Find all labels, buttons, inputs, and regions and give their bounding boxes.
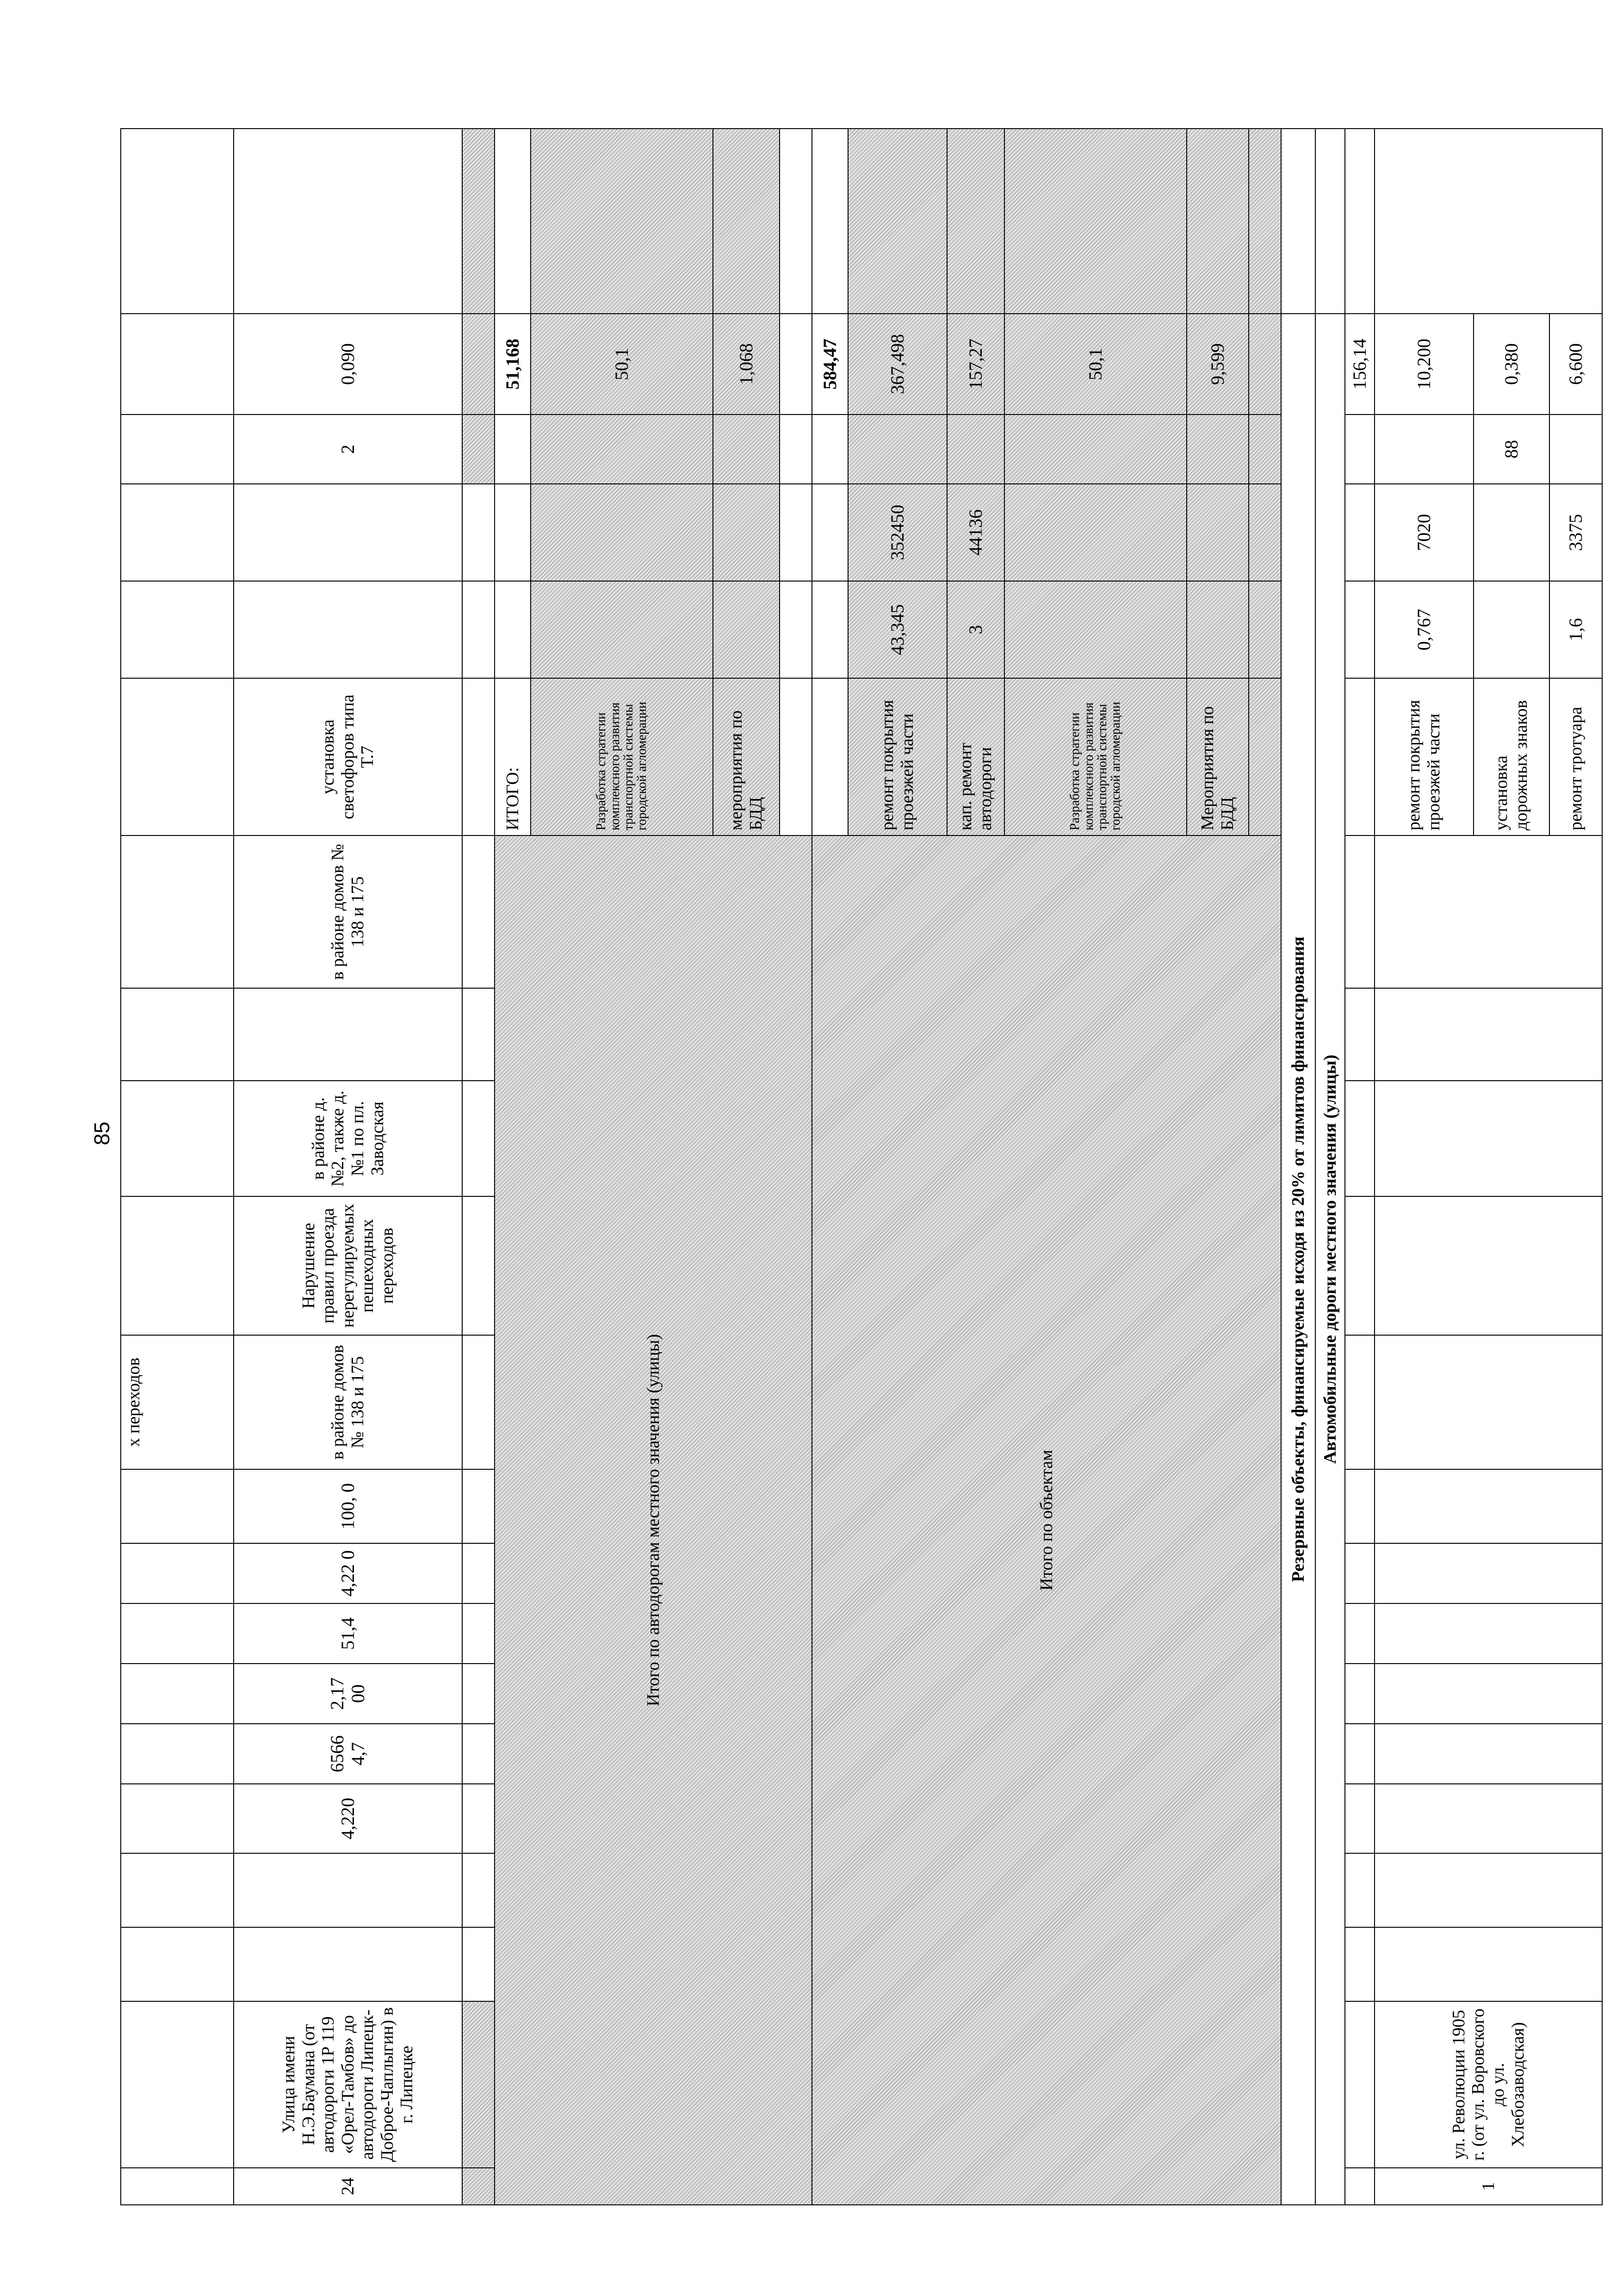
- strategy-label: Разработка стратегии комплексного развития транспортной системы городской агломерации: [1004, 678, 1187, 835]
- itogo-label: ИТОГО:: [495, 678, 531, 835]
- page-number: 85: [90, 1121, 114, 1145]
- count-cell: [1375, 415, 1474, 484]
- road-name: ул. Революции 1905 г. (от ул. Воровского до ул. Хлебозаводская): [1375, 2001, 1602, 2168]
- length-cell: 0,767: [1375, 581, 1474, 678]
- table-row-24: [234, 129, 462, 2205]
- cost-cell: 0,090: [234, 314, 462, 415]
- row-number: 24: [234, 2168, 462, 2205]
- work-type-cell: установка дорожных знаков: [1474, 678, 1549, 835]
- area-cell: [1474, 484, 1549, 581]
- header-fragment: х переходов: [121, 1335, 234, 1469]
- cost-cell: 6,600: [1549, 314, 1602, 415]
- area-cell: 7020: [1375, 484, 1474, 581]
- reserve-subtitle: Автомобильные дороги местного значения (улицы): [1315, 314, 1345, 2205]
- location-cell: в районе д. №2, также д. №1 по пл. Заводская: [234, 1081, 462, 1196]
- work-type-cell: ремонт тротуара: [1549, 678, 1602, 835]
- bdd-label: мероприятия по БДД: [713, 678, 780, 835]
- objects-total-row: [812, 129, 848, 2205]
- cap-value: 157,27: [947, 314, 1004, 415]
- value-cell: 2,17 00: [234, 1664, 462, 1724]
- length-cell: [1474, 581, 1549, 678]
- location-cell: в районе домов № 138 и 175: [234, 1335, 462, 1469]
- repair-length: 43,345: [848, 581, 947, 678]
- value-cell: 4,220: [234, 1784, 462, 1853]
- work-type-cell: ремонт покрытия проезжей части: [1375, 678, 1474, 835]
- roads-itogo-row: [495, 129, 531, 2205]
- reserve-section-subtitle-row: [1315, 129, 1345, 2205]
- row-number: 1: [1375, 2168, 1602, 2205]
- work-type-cell: установка светофоров типа Т.7: [234, 678, 462, 835]
- violation-cell: Нарушение правил проезда нерегулируемых пешеходных переходов: [234, 1196, 462, 1335]
- strategy-label: Разработка стратегии комплексного развития транспортной системы городской агломерации: [531, 678, 713, 835]
- count-cell: 2: [234, 415, 462, 484]
- strategy-value: 50,1: [531, 314, 713, 415]
- hatched-separator-row: [462, 129, 495, 2205]
- road-name: Улица имени Н.Э.Баумана (от автодороги 1Р 119 «Орел-Тамбов» до автодороги Липецк-Доброе-Чаплыгин) в г. Липецке: [234, 2001, 462, 2168]
- strategy-value: 50,1: [1004, 314, 1187, 415]
- reserve-section-title-row: [1281, 129, 1315, 2205]
- bdd-value: 1,068: [713, 314, 780, 415]
- cap-label: кап. ремонт автодороги: [947, 678, 1004, 835]
- roads-total-label: Итого по автодорогам местного значения (улицы): [495, 835, 812, 2205]
- bdd-value: 9,599: [1187, 314, 1249, 415]
- bdd-label: Мероприятия по БДД: [1187, 678, 1249, 835]
- reserve-row-1: [1375, 129, 1474, 2205]
- cost-cell: 10,200: [1375, 314, 1474, 415]
- count-cell: [1549, 415, 1602, 484]
- value-cell: 100, 0: [234, 1469, 462, 1543]
- value-cell: 51,4: [234, 1603, 462, 1664]
- count-cell: 88: [1474, 415, 1549, 484]
- repair-label: ремонт покрытия проезжей части: [848, 678, 947, 835]
- reserve-total-row: [1345, 129, 1375, 2205]
- cap-length: 3: [947, 581, 1004, 678]
- length-cell: 1,6: [1549, 581, 1602, 678]
- location-cell: в районе домов № 138 и 175: [234, 835, 462, 988]
- table-header-row: [121, 129, 234, 2205]
- cap-area: 44136: [947, 484, 1004, 581]
- objects-total-value: 584,47: [812, 314, 848, 415]
- repair-value: 367,498: [848, 314, 947, 415]
- itogo-value: 51,168: [495, 314, 531, 415]
- rotated-table-container: [120, 245, 1586, 2205]
- area-cell: 3375: [1549, 484, 1602, 581]
- repair-area: 352450: [848, 484, 947, 581]
- value-cell: 6566 4,7: [234, 1724, 462, 1784]
- value-cell: 4,22 0: [234, 1543, 462, 1603]
- reserve-title: Резервные объекты, финансируемые исходя из 20% от лимитов финансирования: [1281, 314, 1315, 2205]
- cost-cell: 0,380: [1474, 314, 1549, 415]
- reserve-total: 156,14: [1345, 314, 1375, 415]
- data-table: [120, 128, 1603, 2205]
- objects-total-label: Итого по объектам: [812, 835, 1281, 2205]
